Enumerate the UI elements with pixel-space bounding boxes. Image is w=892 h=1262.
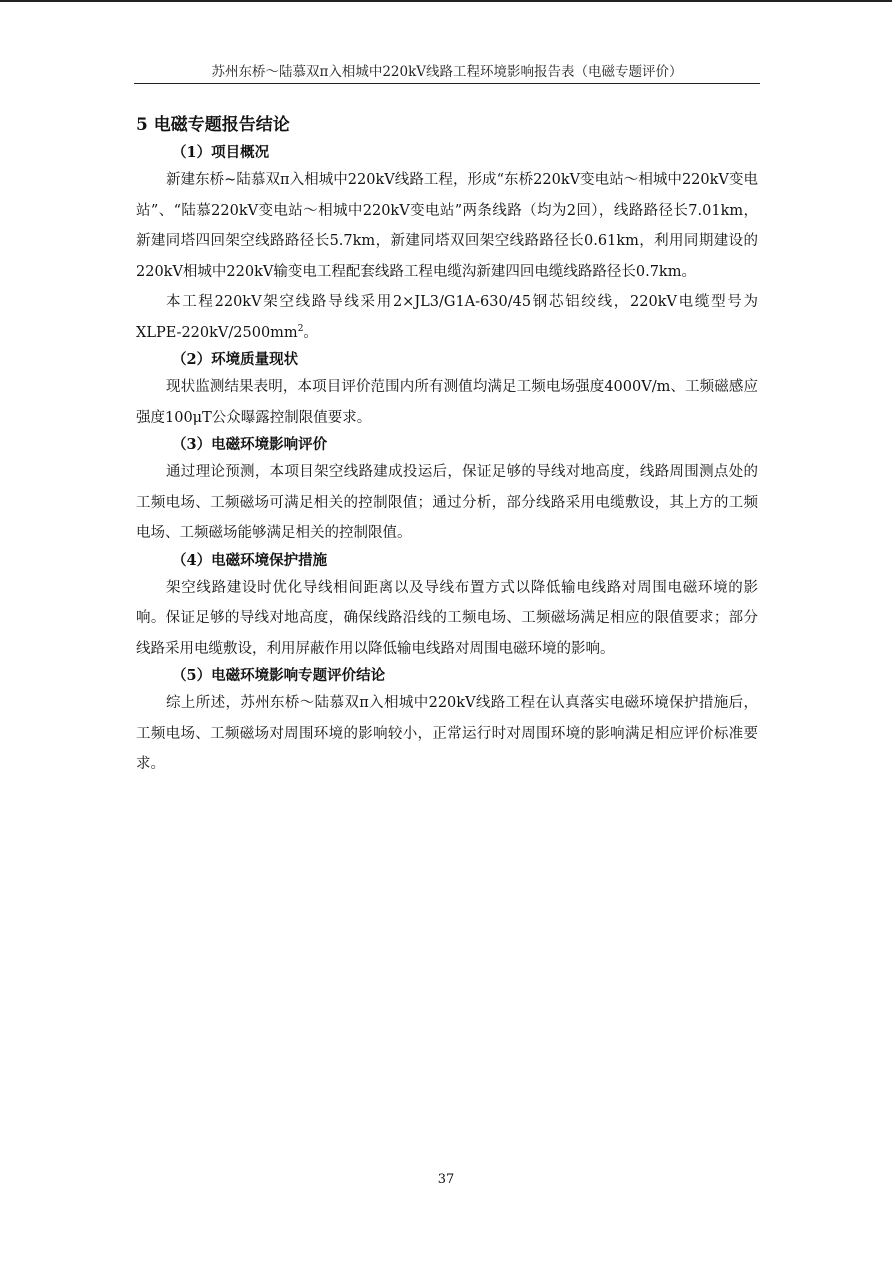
subsection-heading-conclusion: （5）电磁环境影响专题评价结论	[172, 667, 386, 684]
paragraph-conclusion: 综上所述，苏州东桥～陆慕双π入相城中220kV线路工程在认真落实电磁环境保护措施后，工频电场、工频磁场对周围环境的影响较小，正常运行时对周围环境的影响满足相应评价标准要求。	[136, 695, 758, 772]
document-body	[136, 112, 758, 780]
subsection-heading-project-overview: （1）项目概况	[172, 144, 270, 161]
subsection-heading-environment-status: （2）环境质量现状	[172, 351, 299, 368]
superscript-squared: 2	[297, 323, 304, 334]
paragraph-project-overview: 新建东桥~陆慕双π入相城中220kV线路工程，形成“东桥220kV变电站～相城中220kV变电站”、“陆慕220kV变电站～相城中220kV变电站”两条线路（均为2回），线路路径长7.01km，新建同塔四回架空线路路径长5.7km，新建同塔双回架空线路路径长0.61km，利用同期建设的220kV相城中220kV输变电工程配套线路工程电缆沟新建四回电缆线路路径长0.7km。	[136, 172, 758, 280]
page-number: 37	[437, 1172, 455, 1187]
paragraph-protection-measures: 架空线路建设时优化导线相间距离以及导线布置方式以降低输电线路对周围电磁环境的影响。保证足够的导线对地高度，确保线路沿线的工频电场、工频磁场满足相应的限值要求；部分线路采用电缆敷设，利用屏蔽作用以降低输电线路对周围电磁环境的影响。	[136, 579, 758, 657]
conductor-spec-end: 。	[303, 324, 318, 341]
paragraph-impact-assessment: 通过理论预测，本项目架空线路建成投运后，保证足够的导线对地高度，线路周围测点处的工频电场、工频磁场可满足相关的控制限值；通过分析，部分线路采用电缆敷设，其上方的工频电场、工频磁场能够满足相关的控制限值。	[136, 464, 758, 541]
paragraph-environment-status: 现状监测结果表明，本项目评价范围内所有测值均满足工频电场强度4000V/m、工频磁感应强度100μT公众曝露控制限值要求。	[136, 379, 758, 426]
subsection-heading-impact-assessment: （3）电磁环境影响评价	[172, 436, 328, 453]
section-title: 5 电磁专题报告结论	[136, 115, 290, 135]
subsection-heading-protection-measures: （4）电磁环境保护措施	[172, 551, 328, 569]
page-header: 苏州东桥～陆慕双π入相城中220kV线路工程环境影响报告表（电磁专题评价）	[134, 62, 760, 84]
conductor-spec-text: 本工程220kV架空线路导线采用2×JL3/G1A-630/45钢芯铝绞线，220kV电缆型号为XLPE-220kV/2500mm	[136, 294, 758, 341]
top-border-line	[0, 0, 892, 2]
paragraph-conductor-spec	[136, 287, 758, 348]
